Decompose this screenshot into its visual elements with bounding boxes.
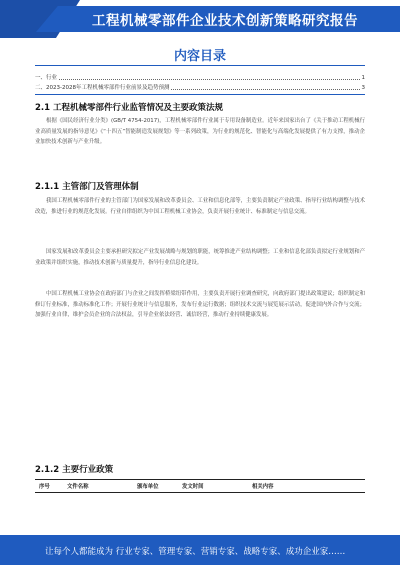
section-title-2-1: 2.1 工程机械零部件行业监管情况及主要政策法规 (35, 103, 224, 113)
toc-item-page: 3 (361, 85, 365, 91)
footer-slogan (45, 545, 345, 557)
section-title-2-1-1: 2.1.1 主管部门及管理体制 (35, 182, 139, 192)
section-2-1-1-paragraph: 中国工程机械工业协会在政府部门与企业之间发挥桥梁纽带作用，主要负责开展行业调查研究，向政府部门提出政策建议；组织制定和修订行业标准，推动标准化工作；开展行业统计与信息服务，发布行业运行数据；组织技术交流与展览展示活动，促进国内外合作与交流；加强行业自律，维护会员企业的合法权益，引导企业依法经营、诚信经营，推动行业持续健康发展。 (35, 291, 365, 319)
toc-heading: 内容目录 (173, 49, 226, 64)
footer-slogan-tail: 行业专家、管理专家、营销专家、战略专家、成功企业家…… (115, 547, 346, 557)
toc-top-rule (35, 65, 365, 66)
table-header-cell: 序号 (39, 484, 50, 490)
toc-item-page: 1 (361, 75, 365, 81)
toc-leader-dots (59, 79, 359, 80)
report-title: 工程机械零部件企业技术创新策略研究报告 (92, 13, 358, 29)
table-header-cell: 文件名称 (67, 484, 89, 490)
table-header-cell: 颁布单位 (137, 484, 159, 490)
footer-slogan-lead: 让每个人都能成为 (45, 547, 114, 557)
footer-banner (0, 535, 400, 565)
section-title-2-1-2: 2.1.2 主要行业政策 (35, 465, 114, 475)
table-header-cell: 发文时间 (182, 484, 204, 490)
toc-item[interactable] (35, 83, 365, 91)
policy-table-header (35, 479, 365, 493)
table-header-cell: 相关内容 (252, 484, 274, 490)
toc-item-label: 一、行业 (35, 75, 58, 81)
toc-leader-dots (171, 89, 359, 90)
toc-item[interactable] (35, 73, 365, 81)
section-2-1-1-paragraph: 国家发展和改革委员会主要承担研究拟定产业发展战略与规划的职能，统筹推进产业结构调整；工业和信息化部负责拟定行业规划和产业政策并组织实施，推动技术创新与质量提升，指导行业信息化建设。 (35, 249, 365, 266)
section-2-1-1-paragraph: 我国工程机械零部件行业的主管部门为国家发展和改革委员会、工业和信息化部等，主要负责制定产业政策、指导行业结构调整与技术改造，推进行业的规范化发展。行业自律组织为中国工程机械工业协会，负责开展行业统计、标准制定与信息交流。 (35, 198, 365, 215)
section-2-1-paragraph: 根据《国民经济行业分类》(GB/T 4754-2017)，工程机械零部件行业属于专用设备制造业。近年来国家出台了《关于推动工程机械行业高质量发展的指导意见》《“十四五”智能制造发展规划》等一系列政策，为行业的规范化、智能化与高端化发展提供了有力支撑，推动企业加快技术创新与产业升级。 (35, 118, 365, 146)
toc-item-label: 二、2023-2028年工程机械零部件行业前景及趋势预测 (35, 85, 170, 91)
toc-bottom-rule (35, 94, 365, 95)
report-header (0, 0, 400, 38)
